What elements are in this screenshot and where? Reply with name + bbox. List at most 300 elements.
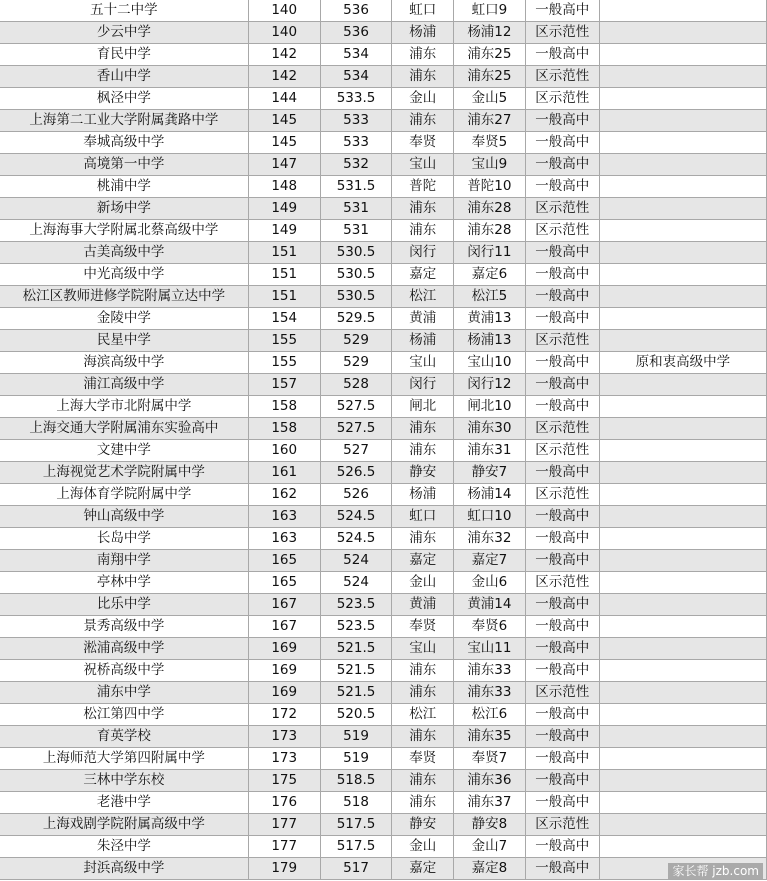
school-type-cell: 一般高中 bbox=[525, 286, 599, 308]
score-cell: 524 bbox=[320, 572, 392, 594]
school-type-cell: 区示范性 bbox=[525, 484, 599, 506]
table-row bbox=[0, 264, 767, 286]
rank-cell: 154 bbox=[248, 308, 320, 330]
district-cell: 浦东 bbox=[392, 792, 454, 814]
rank-cell: 145 bbox=[248, 110, 320, 132]
table-row bbox=[0, 858, 767, 880]
district-rank-cell: 浦东33 bbox=[454, 682, 526, 704]
score-cell: 524.5 bbox=[320, 506, 392, 528]
note-cell bbox=[599, 484, 766, 506]
table-row bbox=[0, 88, 767, 110]
district-rank-cell: 杨浦13 bbox=[454, 330, 526, 352]
note-cell bbox=[599, 814, 766, 836]
score-cell: 529 bbox=[320, 330, 392, 352]
note-cell bbox=[599, 418, 766, 440]
district-rank-cell: 黄浦14 bbox=[454, 594, 526, 616]
rank-cell: 144 bbox=[248, 88, 320, 110]
school-name-cell: 新场中学 bbox=[0, 198, 248, 220]
district-rank-cell: 松江6 bbox=[454, 704, 526, 726]
school-name-cell: 中光高级中学 bbox=[0, 264, 248, 286]
table-row bbox=[0, 220, 767, 242]
district-rank-cell: 虹口9 bbox=[454, 0, 526, 22]
district-rank-cell: 浦东32 bbox=[454, 528, 526, 550]
school-name-cell: 亭林中学 bbox=[0, 572, 248, 594]
district-rank-cell: 宝山11 bbox=[454, 638, 526, 660]
table-row bbox=[0, 352, 767, 374]
table-row bbox=[0, 814, 767, 836]
note-cell bbox=[599, 660, 766, 682]
school-name-cell: 上海第二工业大学附属龚路中学 bbox=[0, 110, 248, 132]
score-cell: 531 bbox=[320, 198, 392, 220]
table-row bbox=[0, 506, 767, 528]
rank-cell: 148 bbox=[248, 176, 320, 198]
district-cell: 浦东 bbox=[392, 418, 454, 440]
note-cell bbox=[599, 748, 766, 770]
school-name-cell: 海滨高级中学 bbox=[0, 352, 248, 374]
school-name-cell: 桃浦中学 bbox=[0, 176, 248, 198]
rank-cell: 176 bbox=[248, 792, 320, 814]
score-cell: 524 bbox=[320, 550, 392, 572]
school-type-cell: 区示范性 bbox=[525, 682, 599, 704]
table-row bbox=[0, 594, 767, 616]
school-type-cell: 一般高中 bbox=[525, 506, 599, 528]
note-cell bbox=[599, 374, 766, 396]
note-cell bbox=[599, 220, 766, 242]
note-cell bbox=[599, 572, 766, 594]
rank-cell: 165 bbox=[248, 572, 320, 594]
rank-cell: 167 bbox=[248, 594, 320, 616]
district-rank-cell: 金山7 bbox=[454, 836, 526, 858]
table-row bbox=[0, 44, 767, 66]
district-cell: 松江 bbox=[392, 286, 454, 308]
school-type-cell: 一般高中 bbox=[525, 462, 599, 484]
district-rank-cell: 闸北10 bbox=[454, 396, 526, 418]
school-type-cell: 一般高中 bbox=[525, 836, 599, 858]
school-name-cell: 朱泾中学 bbox=[0, 836, 248, 858]
note-cell bbox=[599, 528, 766, 550]
table-row bbox=[0, 286, 767, 308]
note-cell bbox=[599, 836, 766, 858]
table-row bbox=[0, 330, 767, 352]
note-cell bbox=[599, 462, 766, 484]
table-row bbox=[0, 704, 767, 726]
school-name-cell: 长岛中学 bbox=[0, 528, 248, 550]
table-row bbox=[0, 792, 767, 814]
score-cell: 529.5 bbox=[320, 308, 392, 330]
district-cell: 宝山 bbox=[392, 154, 454, 176]
school-type-cell: 一般高中 bbox=[525, 594, 599, 616]
table-row bbox=[0, 110, 767, 132]
district-cell: 普陀 bbox=[392, 176, 454, 198]
school-type-cell: 区示范性 bbox=[525, 440, 599, 462]
district-cell: 宝山 bbox=[392, 352, 454, 374]
score-cell: 519 bbox=[320, 726, 392, 748]
district-cell: 浦东 bbox=[392, 660, 454, 682]
table-row bbox=[0, 308, 767, 330]
table-row bbox=[0, 484, 767, 506]
score-cell: 518.5 bbox=[320, 770, 392, 792]
score-cell: 521.5 bbox=[320, 660, 392, 682]
table-row bbox=[0, 198, 767, 220]
district-rank-cell: 普陀10 bbox=[454, 176, 526, 198]
table-row bbox=[0, 418, 767, 440]
district-cell: 杨浦 bbox=[392, 330, 454, 352]
district-rank-cell: 嘉定8 bbox=[454, 858, 526, 880]
district-cell: 浦东 bbox=[392, 66, 454, 88]
school-type-cell: 区示范性 bbox=[525, 66, 599, 88]
school-type-cell: 一般高中 bbox=[525, 748, 599, 770]
note-cell bbox=[599, 770, 766, 792]
district-cell: 浦东 bbox=[392, 682, 454, 704]
district-cell: 嘉定 bbox=[392, 550, 454, 572]
note-cell bbox=[599, 682, 766, 704]
school-type-cell: 一般高中 bbox=[525, 132, 599, 154]
district-rank-cell: 奉贤7 bbox=[454, 748, 526, 770]
rank-cell: 151 bbox=[248, 286, 320, 308]
school-name-cell: 上海视觉艺术学院附属中学 bbox=[0, 462, 248, 484]
school-type-cell: 区示范性 bbox=[525, 418, 599, 440]
school-type-cell: 一般高中 bbox=[525, 726, 599, 748]
score-cell: 517.5 bbox=[320, 814, 392, 836]
note-cell bbox=[599, 286, 766, 308]
table-row bbox=[0, 550, 767, 572]
table-row bbox=[0, 682, 767, 704]
score-cell: 521.5 bbox=[320, 638, 392, 660]
rank-cell: 177 bbox=[248, 836, 320, 858]
district-cell: 松江 bbox=[392, 704, 454, 726]
district-cell: 浦东 bbox=[392, 110, 454, 132]
score-cell: 518 bbox=[320, 792, 392, 814]
rank-cell: 145 bbox=[248, 132, 320, 154]
school-type-cell: 一般高中 bbox=[525, 374, 599, 396]
note-cell bbox=[599, 506, 766, 528]
score-cell: 533.5 bbox=[320, 88, 392, 110]
note-cell bbox=[599, 638, 766, 660]
score-cell: 517.5 bbox=[320, 836, 392, 858]
site-watermark: 家长帮 jzb.com bbox=[668, 863, 763, 879]
rank-cell: 155 bbox=[248, 352, 320, 374]
note-cell bbox=[599, 154, 766, 176]
school-type-cell: 区示范性 bbox=[525, 198, 599, 220]
note-cell bbox=[599, 22, 766, 44]
table-row bbox=[0, 132, 767, 154]
rank-cell: 173 bbox=[248, 726, 320, 748]
rank-cell: 165 bbox=[248, 550, 320, 572]
district-rank-cell: 宝山10 bbox=[454, 352, 526, 374]
district-rank-cell: 松江5 bbox=[454, 286, 526, 308]
note-cell bbox=[599, 88, 766, 110]
table-row bbox=[0, 462, 767, 484]
note-cell bbox=[599, 308, 766, 330]
school-type-cell: 一般高中 bbox=[525, 308, 599, 330]
school-type-cell: 区示范性 bbox=[525, 88, 599, 110]
school-name-cell: 钟山高级中学 bbox=[0, 506, 248, 528]
district-cell: 奉贤 bbox=[392, 132, 454, 154]
note-cell bbox=[599, 110, 766, 132]
school-name-cell: 民星中学 bbox=[0, 330, 248, 352]
rank-cell: 162 bbox=[248, 484, 320, 506]
school-name-cell: 奉城高级中学 bbox=[0, 132, 248, 154]
district-rank-cell: 浦东25 bbox=[454, 66, 526, 88]
table-row bbox=[0, 726, 767, 748]
district-rank-cell: 嘉定6 bbox=[454, 264, 526, 286]
school-type-cell: 区示范性 bbox=[525, 330, 599, 352]
school-name-cell: 金陵中学 bbox=[0, 308, 248, 330]
score-cell: 526.5 bbox=[320, 462, 392, 484]
district-cell: 金山 bbox=[392, 572, 454, 594]
score-cell: 527 bbox=[320, 440, 392, 462]
score-cell: 530.5 bbox=[320, 264, 392, 286]
district-cell: 虹口 bbox=[392, 506, 454, 528]
note-cell bbox=[599, 66, 766, 88]
school-name-cell: 古美高级中学 bbox=[0, 242, 248, 264]
school-name-cell: 育英学校 bbox=[0, 726, 248, 748]
rank-cell: 161 bbox=[248, 462, 320, 484]
school-type-cell: 一般高中 bbox=[525, 660, 599, 682]
table-row bbox=[0, 528, 767, 550]
note-cell bbox=[599, 704, 766, 726]
score-cell: 532 bbox=[320, 154, 392, 176]
note-cell bbox=[599, 198, 766, 220]
rank-cell: 169 bbox=[248, 660, 320, 682]
district-cell: 浦东 bbox=[392, 726, 454, 748]
district-cell: 静安 bbox=[392, 814, 454, 836]
table-row bbox=[0, 748, 767, 770]
school-type-cell: 一般高中 bbox=[525, 154, 599, 176]
table-row bbox=[0, 660, 767, 682]
rank-cell: 151 bbox=[248, 264, 320, 286]
table-row bbox=[0, 572, 767, 594]
rank-cell: 163 bbox=[248, 528, 320, 550]
school-name-cell: 比乐中学 bbox=[0, 594, 248, 616]
district-rank-cell: 杨浦14 bbox=[454, 484, 526, 506]
district-cell: 黄浦 bbox=[392, 594, 454, 616]
note-cell bbox=[599, 0, 766, 22]
rank-cell: 155 bbox=[248, 330, 320, 352]
district-cell: 黄浦 bbox=[392, 308, 454, 330]
note-cell bbox=[599, 616, 766, 638]
score-cell: 530.5 bbox=[320, 286, 392, 308]
table-row bbox=[0, 374, 767, 396]
note-cell bbox=[599, 176, 766, 198]
school-type-cell: 一般高中 bbox=[525, 792, 599, 814]
school-name-cell: 上海戏剧学院附属高级中学 bbox=[0, 814, 248, 836]
note-cell bbox=[599, 550, 766, 572]
table-row bbox=[0, 440, 767, 462]
rank-cell: 158 bbox=[248, 396, 320, 418]
district-cell: 奉贤 bbox=[392, 616, 454, 638]
school-name-cell: 香山中学 bbox=[0, 66, 248, 88]
district-cell: 浦东 bbox=[392, 198, 454, 220]
school-type-cell: 区示范性 bbox=[525, 220, 599, 242]
school-type-cell: 一般高中 bbox=[525, 352, 599, 374]
district-cell: 闸北 bbox=[392, 396, 454, 418]
district-rank-cell: 金山6 bbox=[454, 572, 526, 594]
score-cell: 520.5 bbox=[320, 704, 392, 726]
school-type-cell: 一般高中 bbox=[525, 528, 599, 550]
score-cell: 529 bbox=[320, 352, 392, 374]
school-type-cell: 一般高中 bbox=[525, 264, 599, 286]
school-name-cell: 老港中学 bbox=[0, 792, 248, 814]
district-rank-cell: 闵行11 bbox=[454, 242, 526, 264]
district-rank-cell: 黄浦13 bbox=[454, 308, 526, 330]
district-rank-cell: 奉贤6 bbox=[454, 616, 526, 638]
school-type-cell: 一般高中 bbox=[525, 396, 599, 418]
district-rank-cell: 浦东31 bbox=[454, 440, 526, 462]
district-rank-cell: 浦东35 bbox=[454, 726, 526, 748]
note-cell bbox=[599, 44, 766, 66]
rank-cell: 157 bbox=[248, 374, 320, 396]
score-cell: 533 bbox=[320, 132, 392, 154]
school-name-cell: 枫泾中学 bbox=[0, 88, 248, 110]
school-type-cell: 一般高中 bbox=[525, 638, 599, 660]
district-cell: 杨浦 bbox=[392, 484, 454, 506]
district-cell: 浦东 bbox=[392, 528, 454, 550]
note-cell bbox=[599, 264, 766, 286]
rank-cell: 149 bbox=[248, 198, 320, 220]
district-cell: 浦东 bbox=[392, 770, 454, 792]
rank-cell: 151 bbox=[248, 242, 320, 264]
school-name-cell: 浦东中学 bbox=[0, 682, 248, 704]
rank-cell: 172 bbox=[248, 704, 320, 726]
district-rank-cell: 浦东37 bbox=[454, 792, 526, 814]
score-cell: 517 bbox=[320, 858, 392, 880]
score-cell: 536 bbox=[320, 22, 392, 44]
score-cell: 527.5 bbox=[320, 418, 392, 440]
district-cell: 嘉定 bbox=[392, 264, 454, 286]
school-type-cell: 区示范性 bbox=[525, 22, 599, 44]
district-cell: 奉贤 bbox=[392, 748, 454, 770]
district-rank-cell: 闵行12 bbox=[454, 374, 526, 396]
district-cell: 浦东 bbox=[392, 220, 454, 242]
rank-cell: 179 bbox=[248, 858, 320, 880]
rank-cell: 140 bbox=[248, 22, 320, 44]
rank-cell: 163 bbox=[248, 506, 320, 528]
score-cell: 523.5 bbox=[320, 616, 392, 638]
school-type-cell: 一般高中 bbox=[525, 176, 599, 198]
rank-cell: 142 bbox=[248, 44, 320, 66]
note-cell bbox=[599, 242, 766, 264]
table-row bbox=[0, 154, 767, 176]
score-cell: 534 bbox=[320, 44, 392, 66]
district-cell: 宝山 bbox=[392, 638, 454, 660]
district-cell: 嘉定 bbox=[392, 858, 454, 880]
table-row bbox=[0, 22, 767, 44]
school-name-cell: 文建中学 bbox=[0, 440, 248, 462]
school-type-cell: 一般高中 bbox=[525, 770, 599, 792]
district-cell: 虹口 bbox=[392, 0, 454, 22]
school-type-cell: 一般高中 bbox=[525, 550, 599, 572]
rank-cell: 160 bbox=[248, 440, 320, 462]
district-rank-cell: 静安7 bbox=[454, 462, 526, 484]
note-cell bbox=[599, 330, 766, 352]
district-rank-cell: 静安8 bbox=[454, 814, 526, 836]
district-cell: 闵行 bbox=[392, 242, 454, 264]
district-rank-cell: 浦东28 bbox=[454, 220, 526, 242]
note-cell bbox=[599, 440, 766, 462]
score-cell: 523.5 bbox=[320, 594, 392, 616]
rank-cell: 169 bbox=[248, 638, 320, 660]
school-name-cell: 上海海事大学附属北蔡高级中学 bbox=[0, 220, 248, 242]
note-cell bbox=[599, 726, 766, 748]
school-name-cell: 育民中学 bbox=[0, 44, 248, 66]
note-cell: 原和衷高级中学 bbox=[599, 352, 766, 374]
rank-cell: 173 bbox=[248, 748, 320, 770]
school-type-cell: 一般高中 bbox=[525, 858, 599, 880]
district-rank-cell: 浦东33 bbox=[454, 660, 526, 682]
school-name-cell: 上海师范大学第四附属中学 bbox=[0, 748, 248, 770]
school-name-cell: 淞浦高级中学 bbox=[0, 638, 248, 660]
score-cell: 528 bbox=[320, 374, 392, 396]
district-rank-cell: 奉贤5 bbox=[454, 132, 526, 154]
score-cell: 521.5 bbox=[320, 682, 392, 704]
school-name-cell: 少云中学 bbox=[0, 22, 248, 44]
district-rank-cell: 浦东28 bbox=[454, 198, 526, 220]
rank-cell: 167 bbox=[248, 616, 320, 638]
rank-cell: 175 bbox=[248, 770, 320, 792]
table-row bbox=[0, 616, 767, 638]
district-rank-cell: 浦东27 bbox=[454, 110, 526, 132]
note-cell bbox=[599, 594, 766, 616]
table-row bbox=[0, 638, 767, 660]
table-row bbox=[0, 176, 767, 198]
rank-cell: 149 bbox=[248, 220, 320, 242]
rank-cell: 147 bbox=[248, 154, 320, 176]
school-type-cell: 一般高中 bbox=[525, 704, 599, 726]
school-type-cell: 一般高中 bbox=[525, 44, 599, 66]
table-row bbox=[0, 836, 767, 858]
school-type-cell: 区示范性 bbox=[525, 814, 599, 836]
score-cell: 531.5 bbox=[320, 176, 392, 198]
school-type-cell: 一般高中 bbox=[525, 616, 599, 638]
school-name-cell: 祝桥高级中学 bbox=[0, 660, 248, 682]
district-rank-cell: 浦东30 bbox=[454, 418, 526, 440]
district-cell: 闵行 bbox=[392, 374, 454, 396]
table-row bbox=[0, 770, 767, 792]
district-rank-cell: 嘉定7 bbox=[454, 550, 526, 572]
school-name-cell: 松江第四中学 bbox=[0, 704, 248, 726]
school-name-cell: 三林中学东校 bbox=[0, 770, 248, 792]
rank-cell: 140 bbox=[248, 0, 320, 22]
rank-cell: 158 bbox=[248, 418, 320, 440]
district-rank-cell: 虹口10 bbox=[454, 506, 526, 528]
note-cell bbox=[599, 132, 766, 154]
school-name-cell: 浦江高级中学 bbox=[0, 374, 248, 396]
school-name-cell: 五十二中学 bbox=[0, 0, 248, 22]
score-cell: 519 bbox=[320, 748, 392, 770]
score-cell: 531 bbox=[320, 220, 392, 242]
school-name-cell: 南翔中学 bbox=[0, 550, 248, 572]
school-name-cell: 景秀高级中学 bbox=[0, 616, 248, 638]
score-cell: 527.5 bbox=[320, 396, 392, 418]
school-name-cell: 上海交通大学附属浦东实验高中 bbox=[0, 418, 248, 440]
school-type-cell: 区示范性 bbox=[525, 572, 599, 594]
table-row bbox=[0, 66, 767, 88]
school-name-cell: 上海大学市北附属中学 bbox=[0, 396, 248, 418]
district-cell: 浦东 bbox=[392, 44, 454, 66]
score-cell: 533 bbox=[320, 110, 392, 132]
district-cell: 浦东 bbox=[392, 440, 454, 462]
table-row bbox=[0, 0, 767, 22]
rank-cell: 142 bbox=[248, 66, 320, 88]
table-row bbox=[0, 396, 767, 418]
district-cell: 金山 bbox=[392, 88, 454, 110]
score-cell: 526 bbox=[320, 484, 392, 506]
district-cell: 静安 bbox=[392, 462, 454, 484]
school-name-cell: 松江区教师进修学院附属立达中学 bbox=[0, 286, 248, 308]
note-cell bbox=[599, 396, 766, 418]
school-name-cell: 高境第一中学 bbox=[0, 154, 248, 176]
